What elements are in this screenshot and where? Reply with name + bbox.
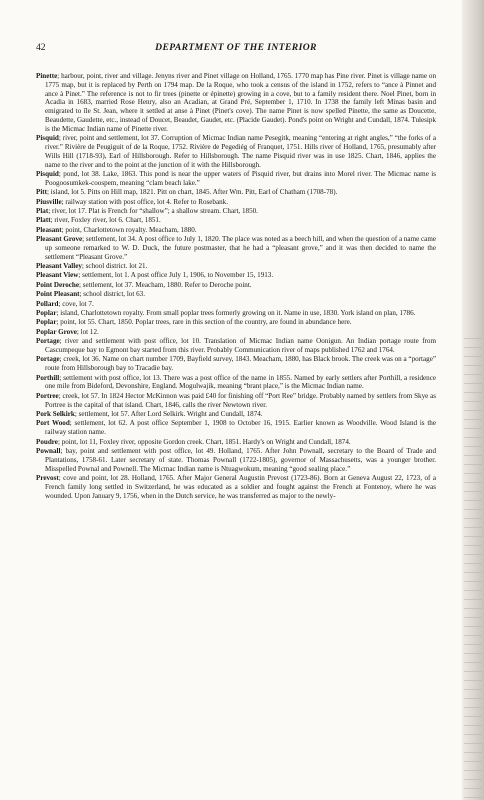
page-edge: [462, 0, 484, 800]
entry-text: ; bay, point and settlement with post office, lot 49. Holland, 1765. After John Pownall, secretary to the Board of Trade and Plantations, 1758-61. Later secretary of state. Thomas Pownall (1722-1805), governor of Massachusetts, was a younger brother. Misspelled Pownal and Pownell. The Micmac Indian name is Ntuagwokum, meaning “good sealing place.”: [45, 446, 436, 473]
entry-text: ; river, point and settlement, lot 37. Corruption of Micmac Indian name Pesegitk, meaning “entering at right angles,” “the forks of a river.” Rivière de Peugiguit of de la Roque, 1752. Rivière de Pegediég of Franquet, 1751. Hills river of Holland, 1765, presumably after Wills Hill (1718-93), Earl of Hillsborough. Refer to Hillsborough. The name Pisquid river was in use 1825. Chart, 1846, applies the name to the river and to the point at the junction of it with the Hillsborough.: [45, 134, 436, 169]
entry-term: Port Wood: [36, 419, 70, 428]
entry: [36, 271, 436, 280]
entry-text: ; settlement, lot 34. A post office to July 1, 1820. The place was noted as a beech hill, and when the question of a name came up someone remarked to W. D. Duck, the future postmaster, that he had a “pleasant grove,” and it was then decided to name the settlement “Pleasant Grove.”: [45, 235, 436, 261]
entry-term: Portree: [36, 391, 59, 400]
entry: [36, 207, 436, 216]
entry: [36, 318, 436, 327]
entry-term: Pisquid: [36, 169, 59, 178]
entry-text: ; settlement, lot 37. Meacham, 1880. Refer to Deroche point.: [79, 280, 252, 289]
entry-term: Poplar: [36, 318, 57, 327]
entry-term: Pleasant: [36, 225, 62, 234]
entry-term: Pinette: [36, 72, 58, 80]
entry-term: Poplar Grove: [36, 327, 77, 336]
entry: [36, 290, 436, 299]
page-header: [36, 42, 436, 56]
page-edge-lines: [464, 330, 482, 800]
entry-text: ; river, lot 17. Plat is French for “shallow”; a shallow stream. Chart, 1850.: [48, 206, 258, 215]
entry: [36, 392, 436, 410]
entry: [36, 328, 436, 337]
entry-term: Point Deroche: [36, 280, 80, 289]
entry: [36, 281, 436, 290]
entry: [36, 474, 436, 500]
entry: [36, 374, 436, 392]
entry-text: ; lot 12.: [76, 327, 99, 336]
entry: [36, 134, 436, 169]
running-head: DEPARTMENT OF THE INTERIOR: [155, 42, 317, 53]
entry: [36, 438, 436, 447]
entry-term: Pork Selkirk: [36, 409, 75, 418]
entry-term: Prevost: [36, 473, 59, 482]
entry: [36, 188, 436, 197]
entry: [36, 170, 436, 188]
entry-text: ; railway station with post office, lot 4. Refer to Rosebank.: [61, 197, 228, 206]
entry: [36, 235, 436, 261]
entry-text: ; creek, lot 57. In 1824 Hector McKinnon was paid £40 for finishing off “Port Ree” bridge. Probably named by settlers from Skye as Portree is the capital of that island. Chart, 1846, calls the river Newtown river.: [45, 391, 436, 409]
entry-text: ; creek, lot 36. Name on chart number 1709, Bayfield survey, 1843. Meacham, 1880, has Black brook. The creek was on a “portage” route from Hillsborough bay to Tracadie bay.: [45, 355, 436, 373]
entry-term: Portage: [36, 337, 60, 346]
entry-term: Pollard: [36, 299, 59, 308]
entry-term: Point Pleasant: [36, 290, 80, 299]
entry: [36, 355, 436, 373]
entry-text: ; point, lot 11, Foxley river, opposite Gordon creek. Chart, 1851. Hardy's on Wright and Cundall, 1874.: [57, 437, 351, 446]
entry-text: ; island, lot 5. Pitts on Hill map, 1821. Pitt on chart, 1845. After Wm. Pitt, Earl of Chatham (1708-78).: [47, 188, 338, 197]
entry-text: ; school district. lot 21.: [81, 262, 148, 271]
gazetteer-entries: [36, 72, 436, 501]
entry-text: ; river and settlement with post office, lot 10. Translation of Micmac Indian name Oonigun. An Indian portage route from Cascumpeque bay to Egmont bay started from this river. Probably Communication river of maps published 1762 and 1764.: [45, 337, 436, 354]
entry-term: Platt: [36, 216, 51, 225]
entry-term: Pleasant View: [36, 271, 79, 280]
entry-term: Poudre: [36, 437, 58, 446]
entry-term: Pownall: [36, 446, 61, 455]
entry-term: Pitt: [36, 188, 48, 197]
entry: [36, 419, 436, 437]
entry-text: ; pond, lot 38. Lake, 1863. This pond is near the upper waters of Pisquid river, but drains into Morel river. The Micmac name is Poogoosumkek-coospem, meaning “clam beach lake.”: [45, 169, 436, 187]
entry: [36, 447, 436, 473]
entry-text: ; river, Foxley river, lot 6. Chart, 1851.: [50, 216, 161, 225]
entry-text: ; island, Charlottetown royalty. From small poplar trees formerly growing on it. Name in use, 1830. York island on plan, 1786.: [56, 309, 416, 318]
entry-text: ; harbour, point, river and village. Jenyns river and Pinet village on Holland, 1765. 1770 map has Pine river. Pinet is village name on 1775 map, but it is replaced by Perth on 1794 map. De la Roque, who took a census of the island in 1752, refers to “ance à Pinnet and ance à Pinet.” The reference is not to fir trees (pinette or épinette) growing in a cove, but to a family resident there. Noel Pinet, born in Acadia in 1683, married Rose Henry, also an Acadian, at Grand Pré, September 1, 1710. In 1738 the family left Minas basin and emigrated to île St. Jean, where it settled at anse à Pinet (Pinet's cove). The name Pinet is now spelled Pinette, the same as Doucette, Beaudette, Gaudette, etc., instead of Doucet, Beaudet, Gaudet, etc. (Placide Gaudet). Pond's point on Wright and Cundall, 1874. Tulesipk is the Micmac Indian name of Pinette river.: [45, 72, 436, 133]
entry-term: Plat: [36, 206, 49, 215]
entry: [36, 226, 436, 235]
entry: [36, 337, 436, 355]
entry-term: Pleasant Grove: [36, 235, 83, 244]
entry-text: ; cove and point, lot 28. Holland, 1765. After Major General Augustin Prevost (1723-86). Born at Geneva August 22, 1723, of a French family long settled in Switzerland, he was educated as a soldier and fought against the French at Fontenoy, where he was wounded. Upon January 9, 1756, when in the Dutch service, he was transferred as major to the newly-: [45, 473, 436, 500]
entry: [36, 72, 436, 134]
entry-text: ; settlement, lot 1. A post office July 1, 1906, to November 15, 1913.: [78, 271, 274, 280]
entry: [36, 198, 436, 207]
entry-text: ; settlement, lot 57. After Lord Selkirk. Wright and Cundall, 1874.: [74, 409, 263, 418]
entry-text: ; settlement, lot 62. A post office September 1, 1908 to October 16, 1915. Earlier known as Woodville. Wood Island is the railway station name.: [45, 419, 436, 437]
entry: [36, 216, 436, 225]
entry-term: Poplar: [36, 309, 57, 318]
entry: [36, 300, 436, 309]
entry-text: ; school district, lot 63.: [79, 290, 145, 299]
entry-term: Portage: [36, 355, 60, 364]
entry-term: Pleasant Valley: [36, 262, 82, 271]
entry-term: Porthill: [36, 373, 60, 382]
entry: [36, 410, 436, 419]
entry-text: ; point, lot 55. Chart, 1850. Poplar trees, rare in this section of the country, are found in abundance here.: [56, 318, 352, 327]
entry-text: ; settlement with post office, lot 13. There was a post office of the name in 1855. Named by early settlers after Porthill, a residence one mile from Bideford, Devonshire, England. Mogulwajik, meaning “brant place,” is the Micmac Indian name.: [45, 373, 436, 391]
page-number: 42: [36, 42, 46, 53]
entry-term: Pisquid: [36, 134, 59, 143]
entry: [36, 309, 436, 318]
entry-term: Piusville: [36, 197, 62, 206]
entry-text: ; cove, lot 7.: [58, 299, 94, 308]
entry-text: ; point, Charlottetown royalty. Meacham, 1880.: [61, 225, 197, 234]
entry: [36, 262, 436, 271]
